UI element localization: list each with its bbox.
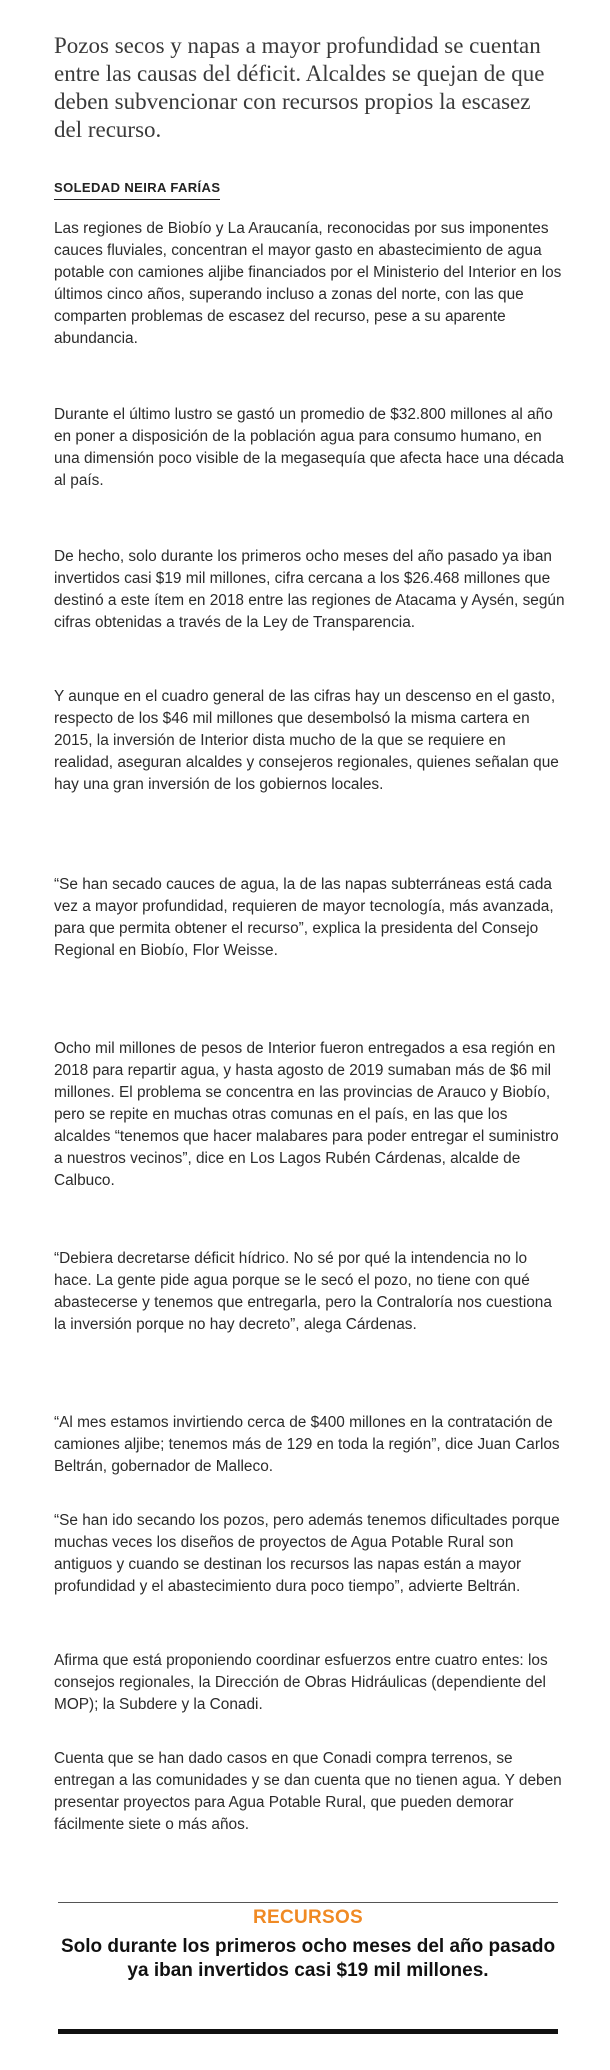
paragraph-3: De hecho, solo durante los primeros ocho meses del año pasado ya iban invertidos casi $19 mil millones, cifra cercana a los $26.468 millones que destinó a este ítem en 2018 entre las regiones de Atacama y Aysén, según cifras obtenidas a través de la Ley de Transparencia. [54,548,565,631]
paragraph-1: Las regiones de Biobío y La Araucanía, reconocidas por sus imponentes cauces fluviales, concentran el mayor gasto en abastecimiento de agua potable con camiones aljibe financiados por el Ministerio del Interior en los últimos cinco años, superando incluso a zonas del norte, con las que comparten problemas de escasez del recurso, pese a su aparente abundancia. [54,220,562,347]
paragraph-11: Cuenta que se han dado casos en que Conadi compra terrenos, se entregan a las comunidades y se dan cuenta que no tienen agua. Y deben presentar proyectos para Agua Potable Rural, que pueden demorar fácilmente siete o más años. [54,1750,562,1833]
paragraph-2: Durante el último lustro se gastó un promedio de $32.800 millones al año en poner a disposición de la población agua para consumo humano, en una dimensión poco visible de la megasequía que afecta hace una década al país. [54,406,564,489]
paragraph-9: “Se han ido secando los pozos, pero además tenemos dificultades porque muchas veces los diseños de proyectos de Agua Potable Rural son antiguos y cuando se destinan los recursos las napas están a mayor profundidad y el abastecimiento dura poco tiempo”, advierte Beltrán. [54,1512,560,1595]
paragraph-6: Ocho mil millones de pesos de Interior fueron entregados a esa región en 2018 para repartir agua, y hasta agosto de 2019 sumaban más de $6 mil millones. El problema se concentra en las provincias de Arauco y Biobío, pero se repite en muchas otras comunas en el país, en las que los alcaldes “tenemos que hacer malabares para poder entregar el suministro a nuestros vecinos”, dice en Los Lagos Rubén Cárdenas, alcalde de Calbuco. [54,1040,559,1189]
paragraph-5: “Se han secado cauces de agua, la de las napas subterráneas está cada vez a mayor profundidad, requieren de mayor tecnología, más avanzada, para que permita obtener el recurso”, explica la presidenta del Consejo Regional en Biobío, Flor Weisse. [54,876,554,959]
article-lead: Pozos secos y napas a mayor profundidad se cuentan entre las causas del déficit. Alcaldes se quejan de que deben subvencionar con recursos propios la escasez del recurso. [54,33,545,142]
paragraph-10: Afirma que está proponiendo coordinar esfuerzos entre cuatro entes: los consejos regionales, la Dirección de Obras Hidráulicas (dependiente del MOP); la Subdere y la Conadi. [54,1652,548,1713]
paragraph-8: “Al mes estamos invirtiendo cerca de $400 millones en la contratación de camiones aljibe; tenemos más de 129 en toda la región”, dice Juan Carlos Beltrán, gobernador de Malleco. [54,1414,560,1475]
highlight-quote: Solo durante los primeros ocho meses del año pasado ya iban invertidos casi $19 mil millones. [60,1936,556,1981]
highlight-label: RECURSOS [252,1907,364,1928]
paragraph-7: “Debiera decretarse déficit hídrico. No sé por qué la intendencia no lo hace. La gente pide agua porque se le secó el pozo, no tiene con qué abastecerse y tenemos que entregarla, pero la Contraloría nos cuestiona la inversión porque no hay decreto”, alega Cárdenas. [54,1250,552,1333]
author-byline: SOLEDAD NEIRA FARÍAS [54,180,220,200]
highlight-box [58,1902,558,2034]
paragraph-4: Y aunque en el cuadro general de las cifras hay un descenso en el gasto, respecto de los $46 mil millones que desembolsó la misma cartera en 2015, la inversión de Interior dista mucho de la que se requiere en realidad, aseguran alcaldes y consejeros regionales, quienes señalan que hay una gran inversión de los gobiernos locales. [54,688,559,793]
